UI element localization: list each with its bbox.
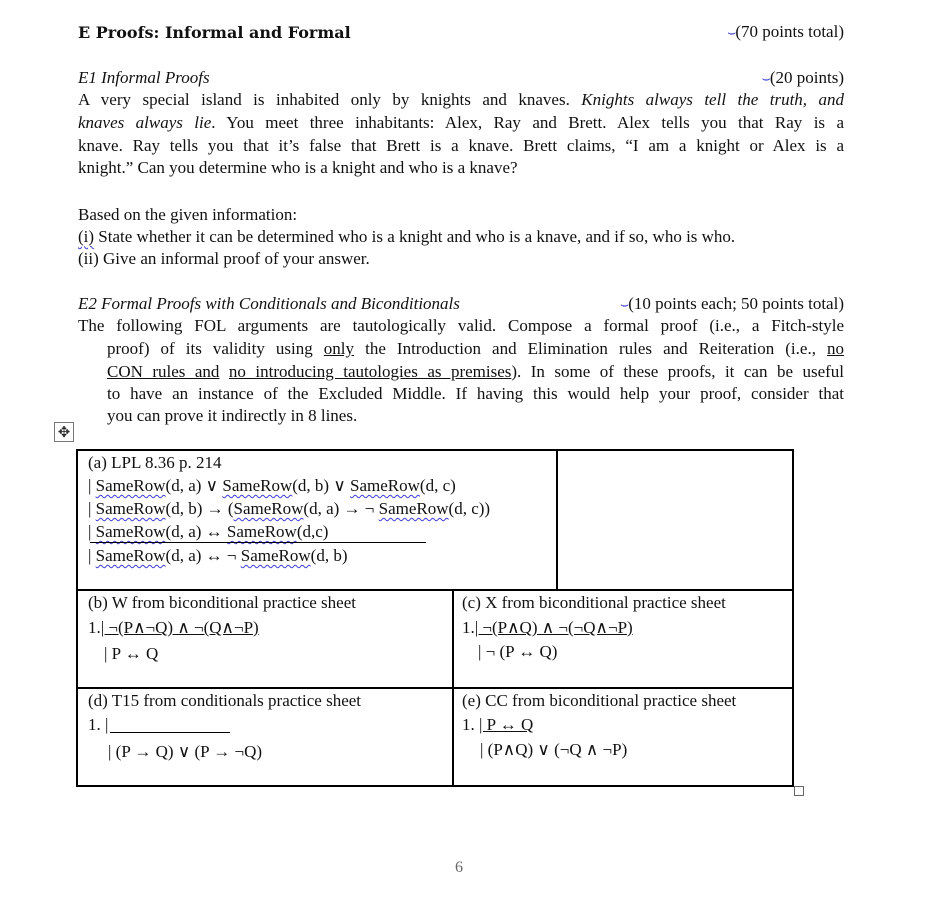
cell-c-title: (c) X from biconditional practice sheet	[462, 593, 726, 612]
e2-points: ⌣(10 points each; 50 points total)	[620, 294, 844, 313]
e1-para-line: knight.” Can you determine who is a knight and who is a knave?	[78, 158, 518, 177]
proof-line: | SameRow(d, a) ↔ SameRow(d,c)	[88, 522, 329, 541]
edit-mark-icon: ⌣	[727, 26, 736, 41]
edit-mark-icon: ⌣	[620, 298, 629, 313]
proof-conclusion: | ¬ (P ↔ Q)	[478, 642, 558, 661]
e1-para-line: A very special island is inhabited only by knights and knaves. Knights always tell the truth, and	[78, 90, 845, 109]
proof-conclusion: | SameRow(d, a) ↔ ¬ SameRow(d, b)	[88, 546, 348, 565]
proof-conclusion: | P ↔ Q	[104, 644, 159, 663]
cell-e-title: (e) CC from biconditional practice sheet	[462, 691, 737, 710]
proof-conclusion: | (P → Q) ∨ (P → ¬Q)	[108, 742, 263, 761]
e1-para-line: knave. Ray tells you that it’s false that Brett is a knave. Brett claims, “I am a knight or Alex is a	[78, 136, 844, 155]
proof-premise: 1.| ¬(P∧¬Q) ∧ ¬(Q∧¬P)	[88, 618, 259, 637]
cell-d-title: (d) T15 from conditionals practice sheet	[88, 691, 362, 710]
section-points: ⌣(70 points total)	[727, 22, 844, 41]
e1-item-ii: (ii) Give an informal proof of your answer.	[78, 249, 370, 268]
e2-heading: E2 Formal Proofs with Conditionals and Biconditionals	[78, 294, 460, 313]
e1-based: Based on the given information:	[78, 205, 298, 224]
e2-line: CON rules and no introducing tautologies as premises). In some of these proofs, it can be useful	[107, 362, 845, 381]
e1-heading: E1 Informal Proofs	[78, 68, 210, 87]
edit-mark-icon: ⌣	[761, 72, 770, 87]
cell-b-title: (b) W from biconditional practice sheet	[88, 593, 356, 612]
section-title: E Proofs: Informal and Formal	[78, 23, 351, 42]
proof-conclusion: | (P∧Q) ∨ (¬Q ∧ ¬P)	[480, 740, 628, 759]
e2-line: The following FOL arguments are tautologically valid. Compose a formal proof (i.e., a Fitch-style	[78, 316, 844, 335]
e1-item-i: (i) State whether it can be determined who is a knight and who is a knave, and if so, who is who.	[78, 227, 736, 246]
e2-line: you can prove it indirectly in 8 lines.	[107, 406, 358, 425]
e1-points: ⌣(20 points)	[761, 68, 844, 87]
proof-premise: 1. | P ↔ Q	[462, 715, 534, 734]
fitch-bar	[110, 732, 230, 733]
proof-line: | SameRow(d, a) ∨ SameRow(d, b) ∨ SameRow(d, c)	[88, 476, 456, 495]
proof-line: | SameRow(d, b) → (SameRow(d, a) → ¬ SameRow(d, c))	[88, 499, 491, 518]
fitch-bar	[90, 542, 426, 543]
e1-para-line: knaves always lie. You meet three inhabitants: Alex, Ray and Brett. Alex tells you that Ray is a	[78, 113, 844, 132]
page-number: 6	[455, 859, 463, 876]
e2-line: proof) of its validity using only the Introduction and Elimination rules and Reiteration (i.e., no	[107, 339, 845, 358]
table-resize-handle[interactable]	[794, 786, 804, 796]
proof-premise: 1.| ¬(P∧Q) ∧ ¬(¬Q∧¬P)	[462, 618, 633, 637]
proof-premise: 1. |	[88, 715, 109, 734]
table-move-handle-icon[interactable]: ✥	[54, 422, 74, 442]
e2-line: to have an instance of the Excluded Middle. If having this would help your proof, consider that	[107, 384, 844, 403]
cell-a-title: (a) LPL 8.36 p. 214	[88, 453, 222, 472]
